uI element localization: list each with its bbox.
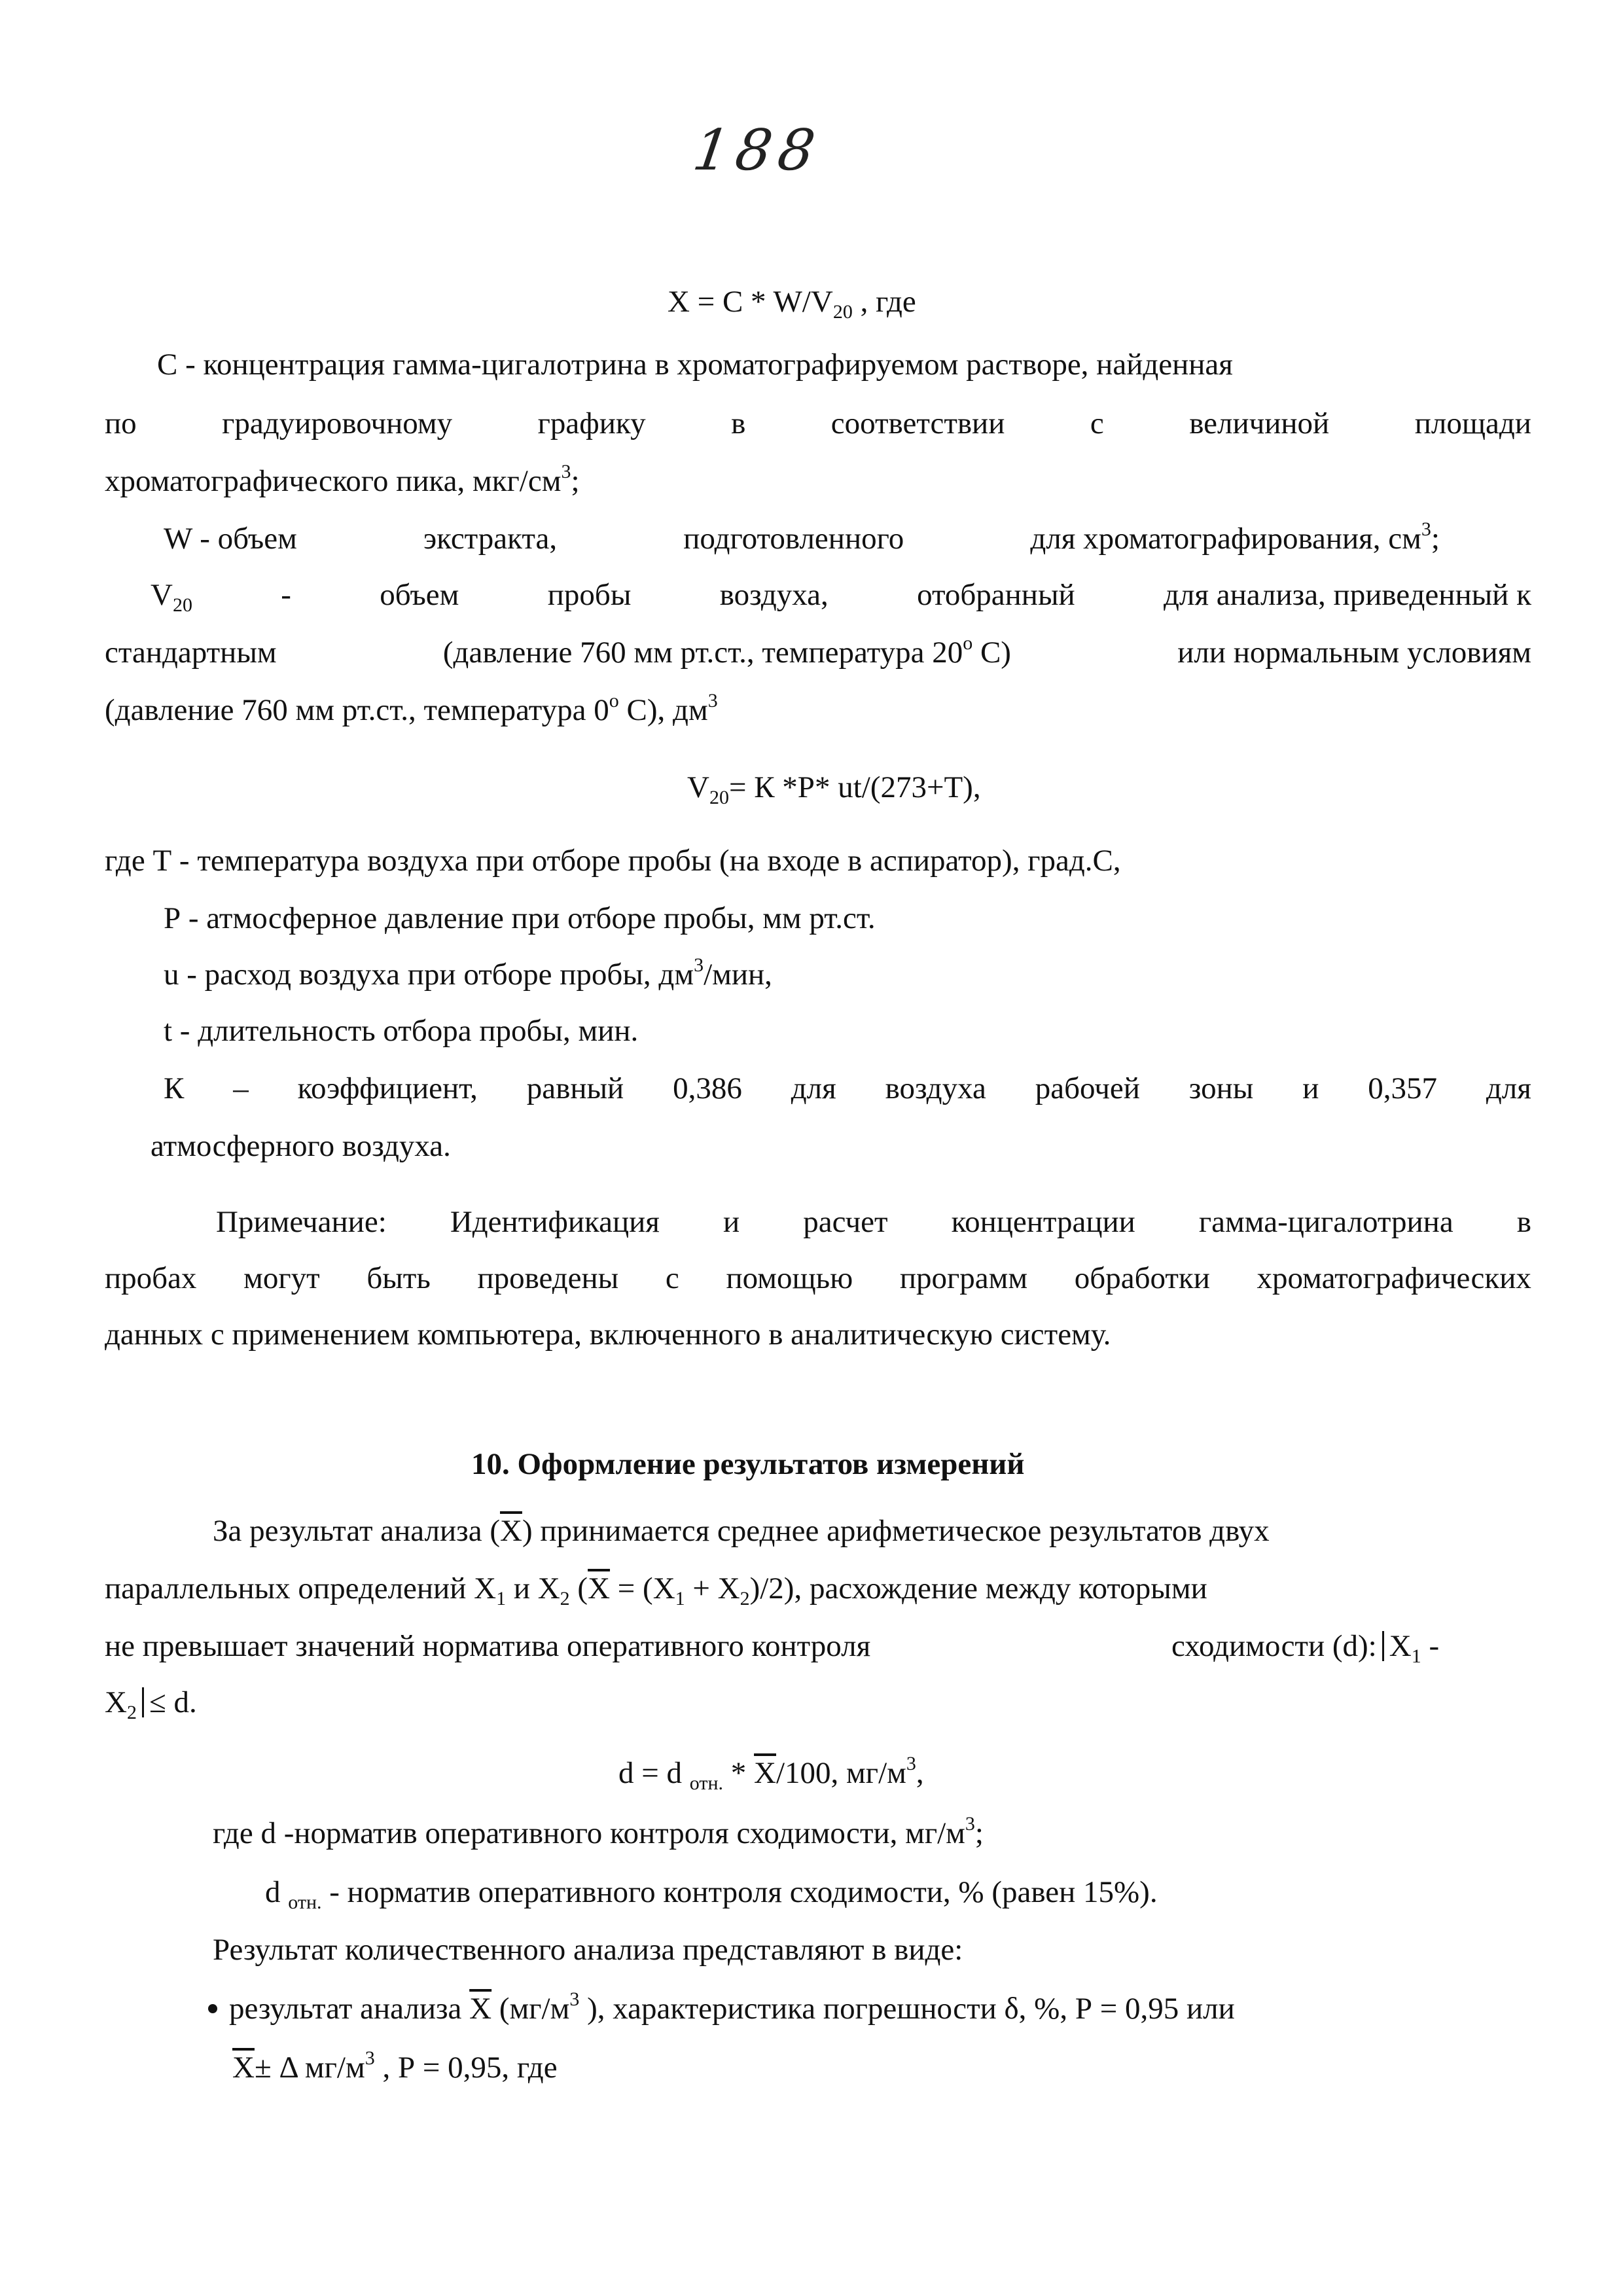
page-number: 188: [688, 118, 826, 183]
result-paragraph-line-2: параллельных определений $X_1$ и $X_2$ $(\overline{X} = (X_1 + X_2)/2)$, расхождение между которыми: [105, 1571, 1207, 1609]
result-intro: Результат количественного анализа представляют в виде:: [213, 1933, 963, 1967]
formula-x: $X = C * W/V_{20}$ , где: [668, 285, 916, 323]
k-definition-line-1: К – коэффициент, равный 0,386 для воздуха рабочей зоны и 0,357 для: [164, 1071, 1531, 1105]
c-definition-line-3: хроматографического пика, мкг/$см^3$;: [105, 461, 580, 498]
w-definition: W - объем экстракта, подготовленного для хроматографирования, $см^3$;: [164, 518, 1440, 556]
c-definition-line-1: С - концентрация гамма-цигалотрина в хроматографируемом растворе, найденная: [157, 348, 1233, 382]
bullet-icon: [208, 2004, 217, 2013]
formula-d: d = d $_{отн.} * \overline{X}/100$, $мг/м^3$,: [618, 1753, 924, 1794]
section-heading: 10. Оформление результатов измерений: [471, 1447, 1025, 1481]
note-line-1: Примечание: Идентификация и расчет концентрации гамма-цигалотрина в: [216, 1205, 1531, 1239]
v20-definition-line-1: $V_{20}$ - объем пробы воздуха, отобранный для анализа, приведенный к: [151, 578, 1531, 616]
result-paragraph-line-1: За результат анализа $(\overline{X})$ принимается среднее арифметическое результатов двух: [213, 1514, 1270, 1548]
formula-v20: $V_{20}= К$ *Р* ut/(273+Т),: [687, 770, 981, 808]
note-line-2: пробах могут быть проведены с помощью программ обработки хроматографических: [105, 1261, 1531, 1295]
u-definition: u - расход воздуха при отборе пробы, $дм^3$/мин,: [164, 954, 772, 992]
t-definition: где Т - температура воздуха при отборе пробы (на входе в аспиратор), град.С,: [105, 844, 1121, 878]
result-paragraph-line-3-b: сходимости (d): $X_1$ -: [1171, 1629, 1440, 1667]
v20-definition-line-2: стандартным (давление 760 мм рт.ст., температура 20$^o$ С) или нормальным условиям: [105, 632, 1531, 670]
result-bullet: результат анализа $\overline{X}$ ($мг/м^3$ ), характеристика погрешности δ, %, Р = 0,95 или: [208, 1990, 1235, 2028]
abs-bar-right: [142, 1687, 144, 1717]
c-definition-line-2: по градуировочному графику в соответствии с величиной площади: [105, 406, 1531, 440]
p-definition: Р - атмосферное давление при отборе пробы, мм рт.ст.: [164, 901, 876, 935]
d-otn-definition: d $_{отн.}$ - норматив оперативного контроля сходимости, % (равен 15%).: [265, 1875, 1158, 1913]
note-line-3: данных с применением компьютера, включенного в аналитическую систему.: [105, 1318, 1111, 1352]
result-paragraph-line-4: $X_2 \le d$.: [105, 1685, 197, 1723]
result-last-line: $\overline{X}\pm \Delta$ $мг/м^3$ , Р = 0,95, где: [232, 2047, 558, 2085]
k-definition-line-2: атмосферного воздуха.: [151, 1129, 451, 1163]
v20-definition-line-3: (давление 760 мм рт.ст., температура 0$^o$ С), $дм^3$: [105, 690, 718, 727]
result-paragraph-line-3-a: не превышает значений норматива оперативного контроля: [105, 1629, 871, 1663]
t-duration-definition: t - длительность отбора пробы, мин.: [164, 1014, 639, 1048]
abs-bar-left: [1382, 1631, 1384, 1661]
d-definition: где d -норматив оперативного контроля сходимости, $мг/м^3$;: [213, 1813, 984, 1850]
